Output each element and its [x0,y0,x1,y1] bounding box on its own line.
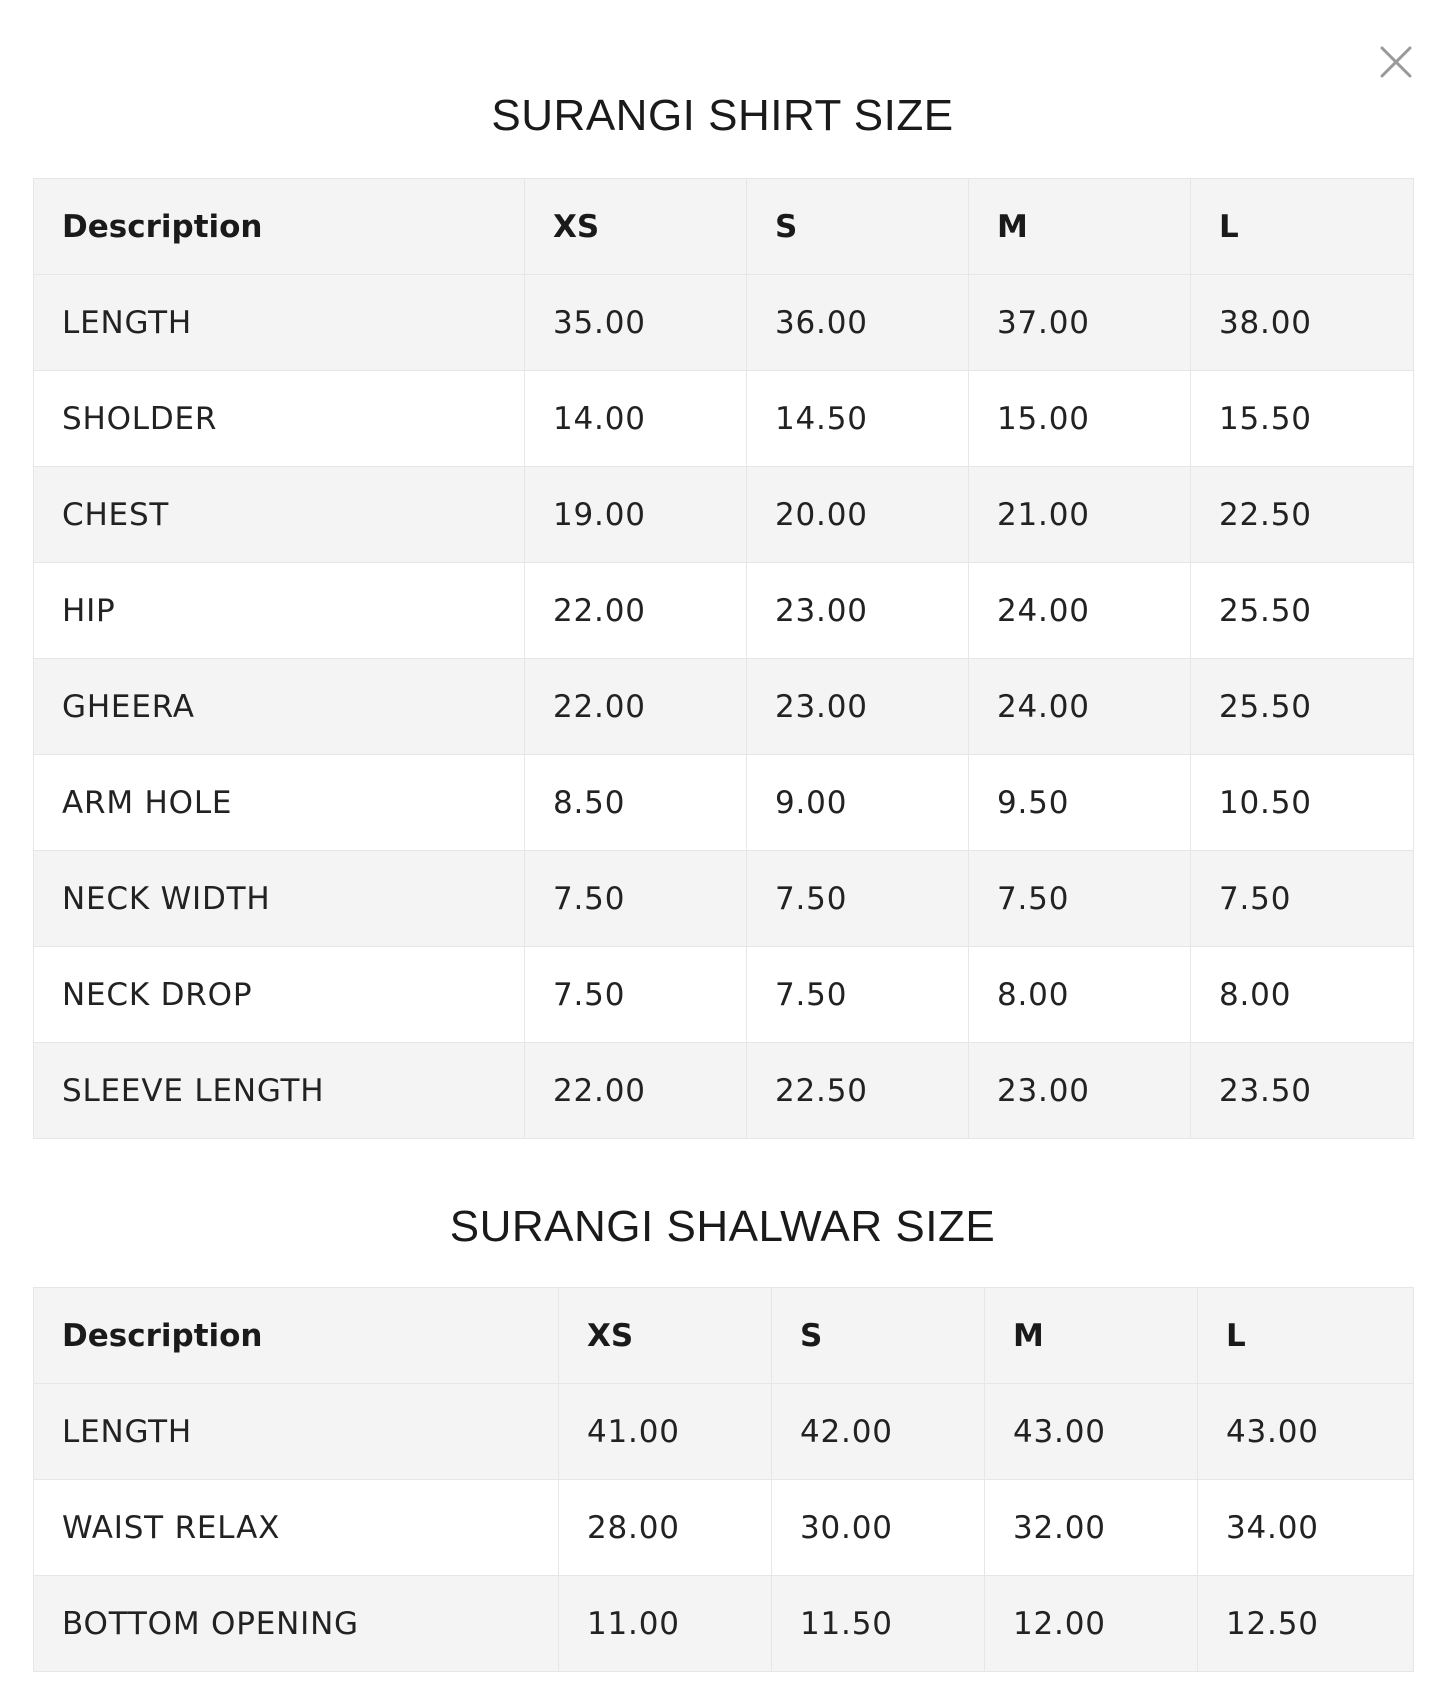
row-label: SLEEVE LENGTH [34,1043,525,1139]
row-label: HIP [34,563,525,659]
column-header-description: Description [34,1288,559,1384]
cell-m: 21.00 [969,467,1191,563]
row-label: LENGTH [34,275,525,371]
cell-xs: 19.00 [525,467,747,563]
cell-xs: 11.00 [559,1576,772,1672]
cell-s: 7.50 [747,947,969,1043]
cell-m: 15.00 [969,371,1191,467]
column-header-s: S [747,179,969,275]
column-header-m: M [969,179,1191,275]
row-label: GHEERA [34,659,525,755]
cell-s: 23.00 [747,563,969,659]
shalwar-size-table [33,1287,1414,1672]
cell-m: 9.50 [969,755,1191,851]
cell-xs: 35.00 [525,275,747,371]
column-header-xs: XS [525,179,747,275]
cell-l: 15.50 [1191,371,1414,467]
column-header-s: S [772,1288,985,1384]
row-label: ARM HOLE [34,755,525,851]
shirt-size-table [33,178,1414,1139]
cell-s: 23.00 [747,659,969,755]
cell-l: 10.50 [1191,755,1414,851]
cell-l: 34.00 [1198,1480,1414,1576]
cell-s: 9.00 [747,755,969,851]
column-header-l: L [1191,179,1414,275]
cell-l: 22.50 [1191,467,1414,563]
cell-s: 11.50 [772,1576,985,1672]
shirt-size-title: SURANGI SHIRT SIZE [491,91,954,140]
cell-l: 38.00 [1191,275,1414,371]
table-row [34,755,1414,851]
cell-l: 23.50 [1191,1043,1414,1139]
row-label: LENGTH [34,1384,559,1480]
cell-l: 25.50 [1191,659,1414,755]
column-header-l: L [1198,1288,1414,1384]
column-header-m: M [985,1288,1198,1384]
cell-m: 32.00 [985,1480,1198,1576]
cell-m: 24.00 [969,563,1191,659]
table-row [34,1384,1414,1480]
cell-s: 36.00 [747,275,969,371]
cell-s: 20.00 [747,467,969,563]
cell-l: 8.00 [1191,947,1414,1043]
cell-l: 25.50 [1191,563,1414,659]
cell-s: 42.00 [772,1384,985,1480]
table-row [34,1480,1414,1576]
table-row [34,1043,1414,1139]
row-label: NECK WIDTH [34,851,525,947]
table-header-row [34,1288,1414,1384]
column-header-xs: XS [559,1288,772,1384]
cell-s: 14.50 [747,371,969,467]
cell-xs: 8.50 [525,755,747,851]
row-label: BOTTOM OPENING [34,1576,559,1672]
row-label: NECK DROP [34,947,525,1043]
cell-xs: 7.50 [525,947,747,1043]
cell-l: 43.00 [1198,1384,1414,1480]
row-label: SHOLDER [34,371,525,467]
cell-m: 37.00 [969,275,1191,371]
table-row [34,1576,1414,1672]
cell-l: 12.50 [1198,1576,1414,1672]
cell-m: 8.00 [969,947,1191,1043]
table-row [34,563,1414,659]
row-label: WAIST RELAX [34,1480,559,1576]
table-row [34,371,1414,467]
table-row [34,467,1414,563]
column-header-description: Description [34,179,525,275]
cell-l: 7.50 [1191,851,1414,947]
cell-xs: 22.00 [525,659,747,755]
cell-m: 43.00 [985,1384,1198,1480]
cell-m: 7.50 [969,851,1191,947]
table-row [34,947,1414,1043]
cell-m: 24.00 [969,659,1191,755]
cell-m: 12.00 [985,1576,1198,1672]
cell-xs: 7.50 [525,851,747,947]
shalwar-size-title: SURANGI SHALWAR SIZE [449,1202,996,1251]
cell-xs: 41.00 [559,1384,772,1480]
close-button[interactable] [1374,40,1418,84]
cell-m: 23.00 [969,1043,1191,1139]
row-label: CHEST [34,467,525,563]
cell-xs: 22.00 [525,563,747,659]
cell-s: 7.50 [747,851,969,947]
cell-s: 22.50 [747,1043,969,1139]
table-header-row [34,179,1414,275]
cell-xs: 28.00 [559,1480,772,1576]
cell-s: 30.00 [772,1480,985,1576]
table-row [34,851,1414,947]
cell-xs: 14.00 [525,371,747,467]
cell-xs: 22.00 [525,1043,747,1139]
close-icon [1374,40,1418,84]
table-row [34,659,1414,755]
table-row [34,275,1414,371]
